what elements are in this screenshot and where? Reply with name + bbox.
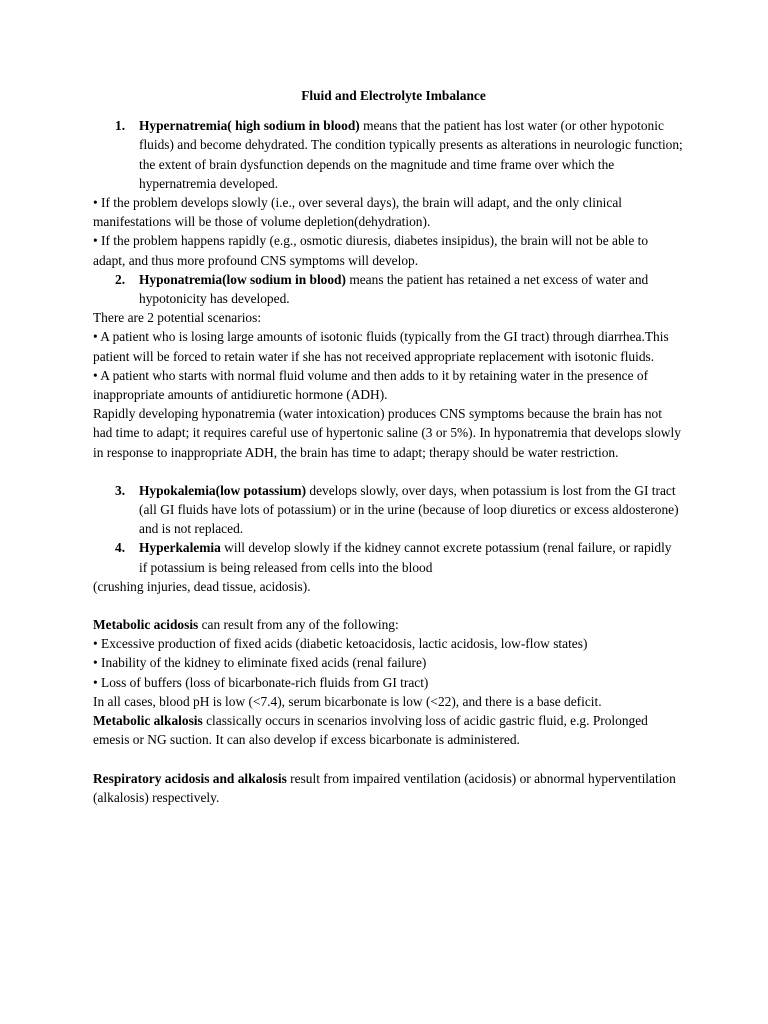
bullet-item: • A patient who starts with normal fluid volume and then adds to it by retaining water in the presence of inappropriate amounts of antidiuretic hormone (ADH).	[93, 367, 649, 403]
scenarios-intro: There are 2 potential scenarios:	[93, 310, 262, 326]
document-body	[93, 86, 683, 807]
item-text: will develop slowly if the kidney cannot excrete potassium (renal failure, or rapidly if potassium is being released from cells into the blood	[139, 540, 672, 575]
bullet-item: • Inability of the kidney to eliminate fixed acids (renal failure)	[93, 655, 427, 671]
metabolic-acidosis-summary: In all cases, blood pH is low (<7.4), serum bicarbonate is low (<22), and there is a base deficit.	[93, 693, 602, 709]
list-number: 3.	[115, 482, 126, 498]
list-number: 4.	[115, 540, 126, 556]
term-hyponatremia: Hyponatremia(low sodium in blood)	[139, 271, 346, 287]
section-text: classically occurs in scenarios involving loss of acidic gastric fluid, e.g. Prolonged emesis or NG suction. It can also develop if excess bicarbonate is administered.	[93, 713, 648, 748]
respiratory-paragraph	[93, 769, 683, 807]
bullet-item: • Loss of buffers (loss of bicarbonate-rich fluids from GI tract)	[93, 674, 429, 690]
item-text: means that the patient has lost water (or other hypotonic fluids) and become dehydrated. The condition typically presents as alterations in neurologic function; the extent of brain dysfunction depends on the magnitude and time frame over which the hypernatremia developed.	[139, 118, 683, 191]
bullet-item: • If the problem develops slowly (i.e., over several days), the brain will adapt, and the only clinical manifestations will be those of volume depletion(dehydration).	[93, 195, 622, 230]
term-hypokalemia: Hypokalemia(low potassium)	[139, 482, 307, 498]
term-hyperkalemia: Hyperkalemia	[139, 540, 221, 556]
term-metabolic-acidosis: Metabolic acidosis	[93, 617, 199, 633]
metabolic-acidosis-heading	[93, 615, 683, 634]
list-item-hypernatremia	[93, 116, 683, 193]
hyponatremia-paragraph: Rapidly developing hyponatremia (water intoxication) produces CNS symptoms because the brain has not had time to adapt; it requires careful use of hypertonic saline (3 or 5%). In hyponatremia that develops slowly in response to inappropriate ADH, the brain has time to adapt; therapy should be water restriction.	[93, 406, 681, 460]
section-text: result from impaired ventilation (acidosis) or abnormal hyperventilation (alkalosis) respectively.	[93, 770, 676, 805]
spacer	[93, 750, 683, 769]
metabolic-alkalosis-paragraph	[93, 711, 683, 749]
list-item-hypokalemia	[93, 481, 683, 539]
list-number: 2.	[115, 271, 126, 287]
document-title: Fluid and Electrolyte Imbalance	[301, 88, 486, 103]
term-metabolic-alkalosis: Metabolic alkalosis	[93, 713, 203, 729]
list-item-hyperkalemia	[93, 538, 683, 576]
bullet-item: • A patient who is losing large amounts of isotonic fluids (typically from the GI tract) through diarrhea.This patient will be forced to retain water if she has not received appropriate replacement with isotonic fluids.	[93, 329, 669, 364]
item-text: means the patient has retained a net excess of water and hypotonicity has developed.	[139, 271, 649, 307]
hyperkalemia-continuation: (crushing injuries, dead tissue, acidosis).	[93, 578, 311, 594]
bullet-item: • Excessive production of fixed acids (diabetic ketoacidosis, lactic acidosis, low-flow states)	[93, 636, 588, 652]
item-text: develops slowly, over days, when potassium is lost from the GI tract (all GI fluids have lots of potassium) or in the urine (because of loop diuretics or excess aldosterone) and is not replaced.	[139, 482, 679, 537]
spacer	[93, 596, 683, 615]
term-hypernatremia: Hypernatremia( high sodium in blood)	[139, 118, 360, 134]
spacer	[93, 462, 683, 481]
list-item-hyponatremia	[93, 270, 683, 308]
list-number: 1.	[115, 118, 126, 134]
bullet-item: • If the problem happens rapidly (e.g., osmotic diuresis, diabetes insipidus), the brain will not be able to adapt, and thus more profound CNS symptoms will develop.	[93, 233, 649, 268]
term-respiratory: Respiratory acidosis and alkalosis	[93, 770, 287, 786]
section-text: can result from any of the following:	[198, 617, 399, 633]
